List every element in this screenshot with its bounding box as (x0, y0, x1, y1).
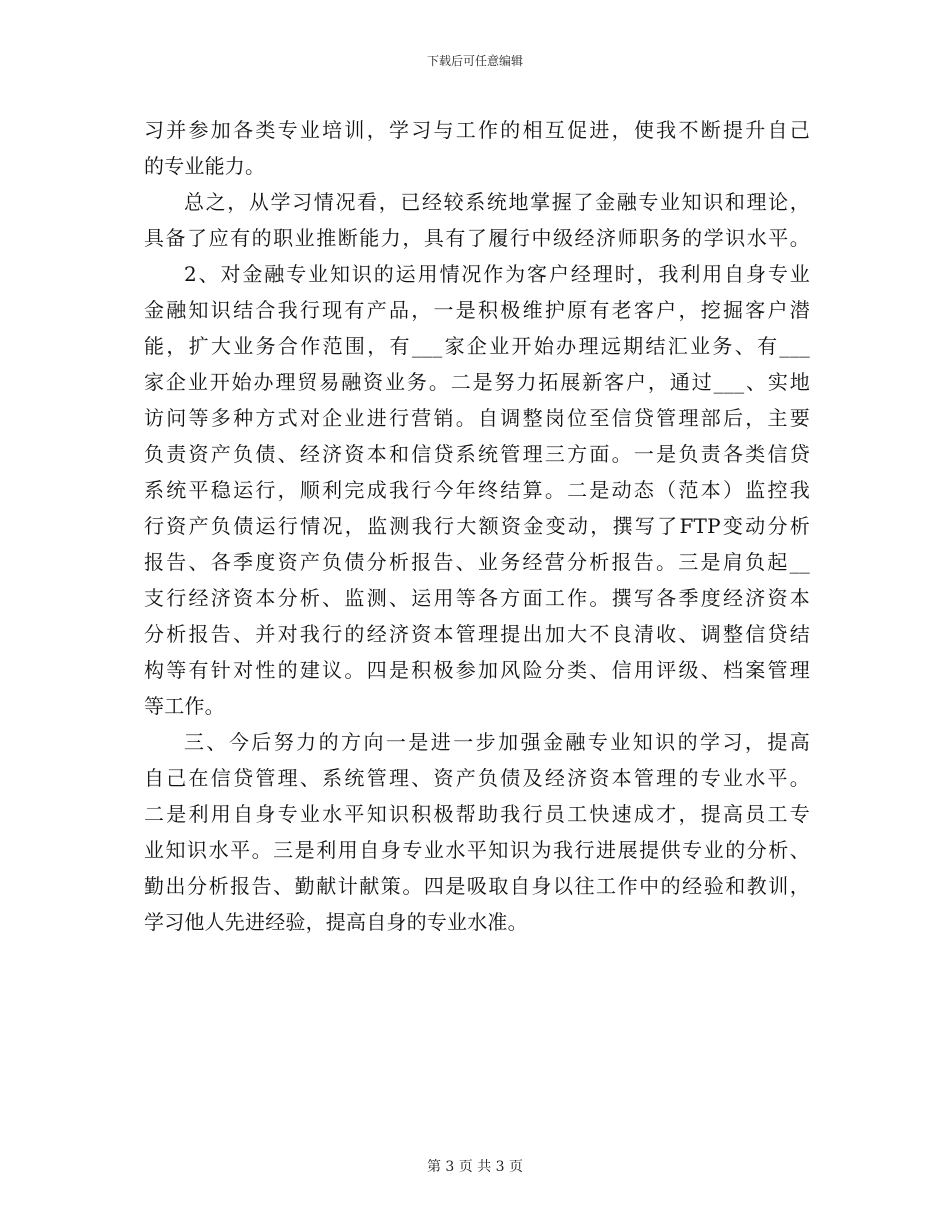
document-body (144, 112, 810, 940)
text-line: 业知识水平。三是利用自身专业水平知识为我行进展提供专业的分析、 (144, 838, 810, 862)
text-line: 系统平稳运行，顺利完成我行今年终结算。二是动态（范本）监控我 (144, 478, 810, 502)
text-line: 支行经济资本分析、监测、运用等各方面工作。撰写各季度经济资本 (144, 586, 810, 610)
text-line: 二是利用自身专业水平知识积极帮助我行员工快速成才，提高员工专 (144, 802, 810, 826)
page-footer: 第 3 页 共 3 页 (426, 1159, 524, 1175)
text-line: 负责资产负债、经济资本和信贷系统管理三方面。一是负责各类信贷 (144, 442, 810, 466)
text-line: 的专业能力。 (144, 154, 266, 178)
text-line: 家企业开始办理贸易融资业务。二是努力拓展新客户，通过___、实地 (144, 370, 810, 394)
text-line: 能，扩大业务合作范围，有___家企业开始办理远期结汇业务、有___ (144, 334, 810, 358)
text-line: 2、对金融专业知识的运用情况作为客户经理时，我利用自身专业 (184, 262, 810, 286)
page-header: 下载后可任意编辑 (426, 54, 523, 68)
text-line: 勤出分析报告、勤献计献策。四是吸取自身以往工作中的经验和教训， (144, 874, 810, 898)
text-line: 分析报告、并对我行的经济资本管理提出加大不良清收、调整信贷结 (144, 622, 810, 646)
text-line: 学习他人先进经验，提高自身的专业水准。 (144, 910, 528, 934)
text-line: 构等有针对性的建议。四是积极参加风险分类、信用评级、档案管理 (144, 658, 810, 682)
text-line: 自己在信贷管理、系统管理、资产负债及经济资本管理的专业水平。 (144, 766, 810, 790)
text-line: 三、今后努力的方向一是进一步加强金融专业知识的学习，提高 (184, 730, 810, 754)
text-line: 具备了应有的职业推断能力，具有了履行中级经济师职务的学识水平。 (144, 226, 810, 250)
text-line: 等工作。 (144, 694, 225, 718)
text-line: 习并参加各类专业培训，学习与工作的相互促进，使我不断提升自己 (144, 118, 810, 142)
text-line: 报告、各季度资产负债分析报告、业务经营分析报告。三是肩负起__ (144, 550, 810, 574)
text-line: 访问等多种方式对企业进行营销。自调整岗位至信贷管理部后，主要 (144, 406, 810, 430)
text-line: 总之，从学习情况看，已经较系统地掌握了金融专业知识和理论， (184, 190, 810, 214)
text-line: 行资产负债运行情况，监测我行大额资金变动，撰写了FTP变动分析 (144, 514, 810, 538)
text-line: 金融知识结合我行现有产品，一是积极维护原有老客户，挖掘客户潜 (144, 298, 810, 322)
